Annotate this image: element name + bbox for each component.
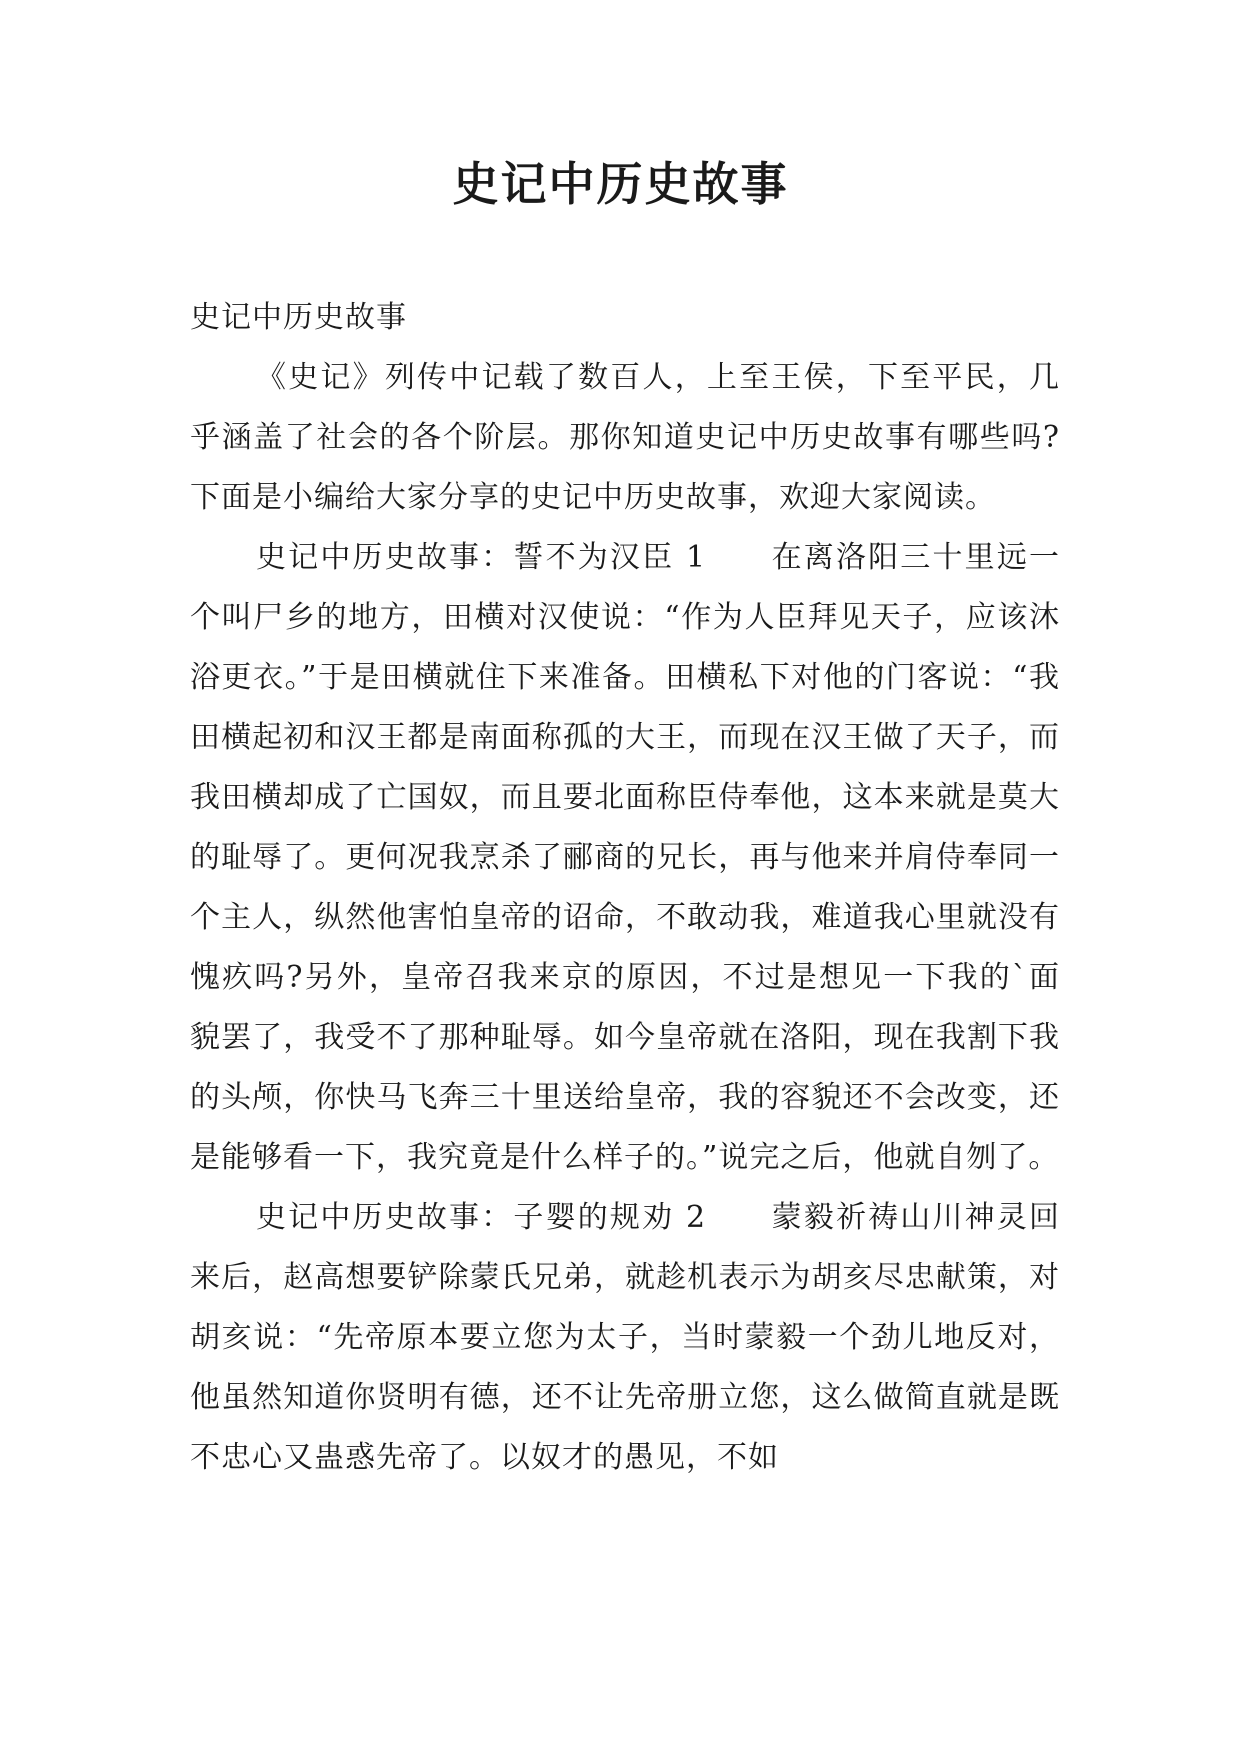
- document-title: 史记中历史故事: [452, 157, 789, 211]
- story-paragraph-1: 史记中历史故事：誓不为汉臣 1 在离洛阳三十里远一个叫尸乡的地方，田横对汉使说：“作为人臣拜见天子，应该沐浴更衣。”于是田横就住下来准备。田横私下对他的门客说：“我田横起初和汉王都是南面称孤的大王，而现在汉王做了天子，而我田横却成了亡国奴，而且要北面称臣侍奉他，这本来就是莫大的耻辱了。更何况我烹杀了郦商的兄长，再与他来并肩侍奉同一个主人，纵然他害怕皇帝的诏命，不敢动我，难道我心里就没有愧疚吗?另外，皇帝召我来京的原因，不过是想见一下我的`面貌罢了，我受不了那种耻辱。如今皇帝就在洛阳，现在我割下我的头颅，你快马飞奔三十里送给皇帝，我的容貌还不会改变，还是能够看一下，我究竟是什么样子的。”说完之后，他就自刎了。: [190, 540, 1060, 1175]
- section-heading: 史记中历史故事: [190, 300, 407, 335]
- story-paragraph-2: 史记中历史故事：子婴的规劝 2 蒙毅祈祷山川神灵回来后，赵高想要铲除蒙氏兄弟，就趁机表示为胡亥尽忠献策，对胡亥说：“先帝原本要立您为太子，当时蒙毅一个劲儿地反对，他虽然知道你贤明有德，还不让先帝册立您，这么做简直就是既不忠心又蛊惑先帝了。以奴才的愚见，不如: [190, 1200, 1060, 1475]
- intro-paragraph: 《史记》列传中记载了数百人，上至王侯，下至平民，几乎涵盖了社会的各个阶层。那你知道史记中历史故事有哪些吗?下面是小编给大家分享的史记中历史故事，欢迎大家阅读。: [190, 360, 1060, 515]
- document-body: [190, 288, 1060, 1488]
